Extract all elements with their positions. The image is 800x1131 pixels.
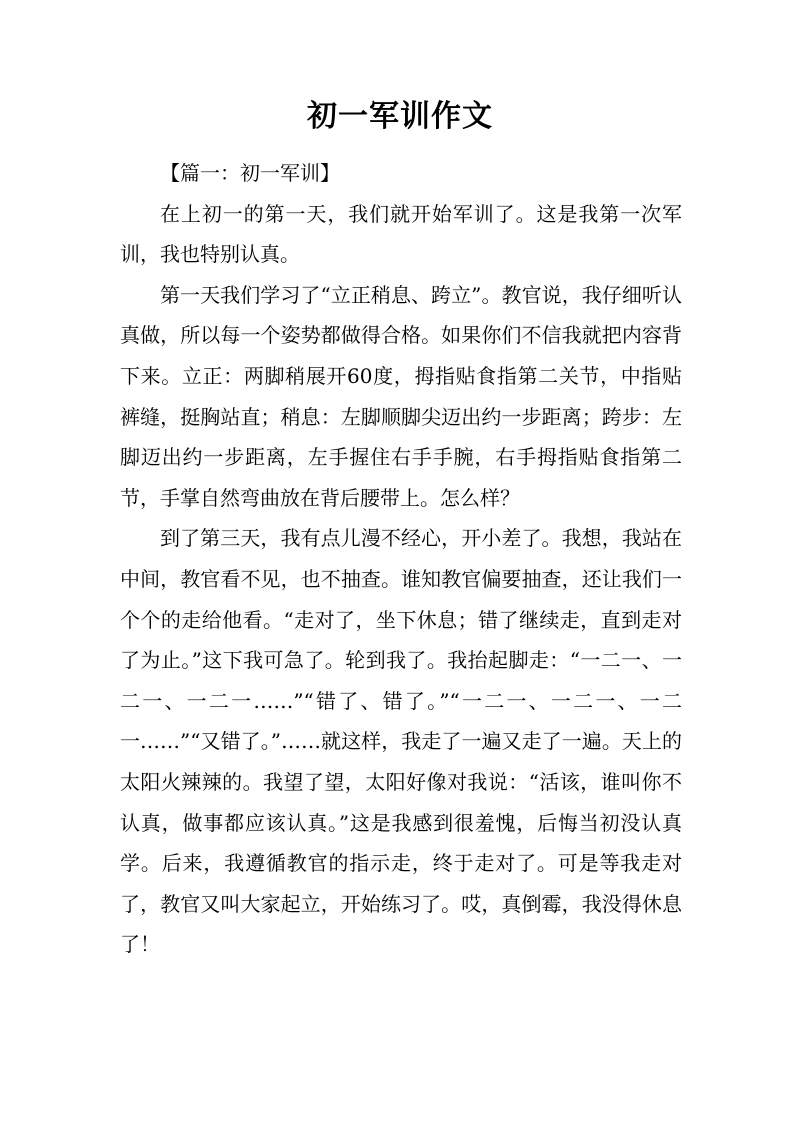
section-heading: 【篇一：初一军训】 (160, 161, 340, 185)
paragraph: 在上初一的第一天，我们就开始军训了。这是我第一次军训，我也特别认真。 (120, 201, 682, 267)
page-title: 初一军训作文 (307, 99, 493, 134)
paragraph: 第一天我们学习了“立正稍息、跨立”。教官说，我仔细听认真做，所以每一个姿势都做得合格。如果你们不信我就把内容背下来。立正：两脚稍展开60度，拇指贴食指第二关节，中指贴裤缝，挺胸站直；稍息：左脚顺脚尖迈出约一步距离；跨步：左脚迈出约一步距离，左手握住右手手腕，右手拇指贴食指第二节，手掌自然弯曲放在背后腰带上。怎么样？ (120, 282, 682, 510)
document-body (120, 153, 682, 965)
paragraph: 到了第三天，我有点儿漫不经心，开小差了。我想，我站在中间，教官看不见，也不抽查。谁知教官偏要抽查，还让我们一个个的走给他看。“走对了，坐下休息；错了继续走，直到走对了为止。”这下我可急了。轮到我了。我抬起脚走：“一二一、一二一、一二一……”“错了、错了。”“一二一、一二一、一二一……”“又错了。”……就这样，我走了一遍又走了一遍。天上的太阳火辣辣的。我望了望，太阳好像对我说：“活该，谁叫你不认真，做事都应该认真。”这是我感到很羞愧，后悔当初没认真学。后来，我遵循教官的指示走，终于走对了。可是等我走对了，教官又叫大家起立，开始练习了。哎，真倒霉，我没得休息了！ (120, 526, 682, 957)
